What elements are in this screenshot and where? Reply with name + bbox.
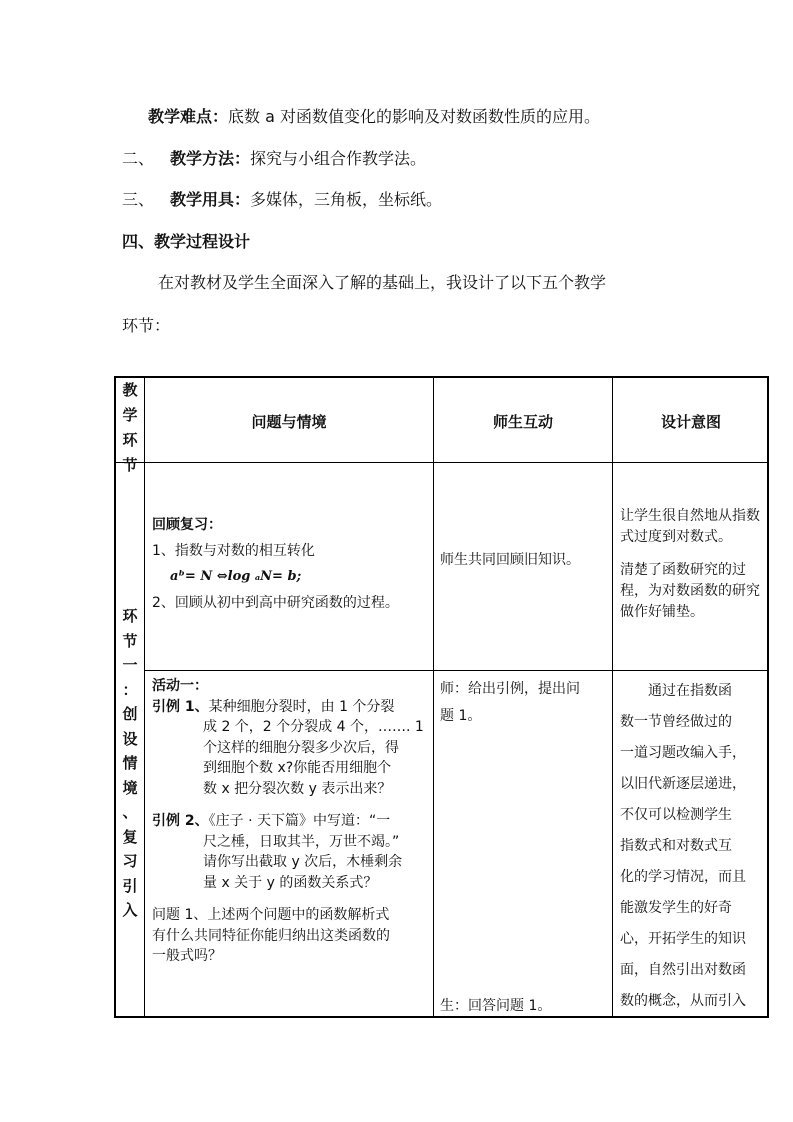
tools-text: 多媒体，三角板，坐标纸。 (250, 190, 443, 209)
column-divider (144, 378, 145, 1016)
stage-char: 设 (122, 729, 138, 748)
teacher-action-line: 师：给出引例，提出问 (440, 681, 580, 697)
example-2-line: 《庄子 · 天下篇》中写道：“一 (208, 813, 391, 829)
intent-line: 以旧代新逐层递进， (620, 776, 746, 792)
process-heading: 四、教学过程设计 (122, 232, 251, 251)
intent-line: 指数式和对数式互 (620, 838, 732, 854)
difficulty-text: 底数 a 对函数值变化的影响及对数函数性质的应用。 (228, 107, 600, 126)
interaction-review: 师生共同回顾旧知识。 (440, 552, 580, 568)
stage-char: 节 (122, 631, 138, 650)
teaching-tools (122, 190, 442, 210)
header-stage (116, 378, 144, 478)
example-2-line: 尺之棰，日取其半，万世不竭。” (203, 833, 400, 850)
intent-line: 能激发学生的好奇 (620, 900, 732, 916)
stage-char: 创 (122, 705, 138, 723)
teaching-method (122, 149, 426, 169)
stage-char: 环 (122, 607, 138, 625)
column-divider (612, 378, 613, 1016)
column-divider (433, 378, 434, 1016)
intent-1-text: 让学生很自然地从指数式过度到对数式。 (620, 508, 760, 545)
stage-char: 一 (122, 656, 138, 674)
intent-line: 化的学习情况，而且 (620, 869, 746, 885)
stage-char: ： (122, 680, 138, 699)
question-1-line: 问题 1、上述两个问题中的函数解析式 (152, 907, 390, 923)
intent-line: 数一节曾经做过的 (620, 714, 732, 730)
stage-char: 复 (122, 827, 138, 846)
example-1-line: 到细胞个数 x?你能否用细胞个 (203, 760, 392, 776)
review-item-1: 1、指数与对数的相互转化 (152, 543, 315, 559)
activity-title: 活动一： (152, 678, 208, 694)
stage-char: 入 (122, 901, 138, 919)
example-1-line: 数 x 把分裂次数 y 表示出来？ (203, 780, 392, 797)
student-action: 生：回答问题 1。 (440, 998, 552, 1014)
intent-cell-2 (620, 676, 770, 1017)
intent-line: 不仅可以检测学生 (620, 807, 732, 823)
intent-line: 数的概念，从而引入 (620, 993, 746, 1009)
activity-cell (152, 676, 432, 967)
tools-label: 教学用具： (170, 190, 251, 209)
teacher-action (440, 676, 610, 730)
intent-line: 一道习题改编入手， (620, 745, 746, 761)
question-1-line: 有什么共同特征你能归纳出这类函数的 (152, 927, 390, 944)
intro-line-2: 环节： (122, 316, 171, 335)
example-2-label: 引例 2、 (152, 813, 209, 829)
intent-line: 通过在指数函 (648, 683, 732, 699)
stage-char: 引 (122, 876, 138, 895)
intro-line-1: 在对教材及学生全面深入了解的基础上，我设计了以下五个教学 (158, 273, 607, 292)
review-item-2: 2、回顾从初中到高中研究函数的过程。 (152, 595, 399, 611)
teacher-action-line: 题 1。 (440, 708, 482, 724)
stage-char: 、 (122, 803, 138, 821)
example-1-line: 某种细胞分裂时，由 1 个分裂 (208, 698, 395, 715)
header-stage-char: 环 (122, 431, 138, 449)
header-stage-char: 节 (122, 456, 138, 474)
header-interaction: 师生互动 (492, 413, 553, 431)
example-1-label: 引例 1、 (152, 698, 209, 715)
method-number: 二、 (122, 149, 155, 168)
header-intent: 设计意图 (660, 413, 721, 431)
conversion-formula: aᵇ= N ⇔log ₐN= b; (170, 569, 302, 584)
header-problem: 问题与情境 (251, 413, 327, 431)
stage-char: 情 (122, 754, 138, 772)
method-text: 探究与小组合作教学法。 (250, 149, 427, 168)
example-1-line: 成 2 个，2 个分裂成 4 个，……. 1 (203, 719, 424, 735)
intent-2-text: 清楚了函数研究的过程，为对数函数的研究做作好铺垫。 (620, 562, 760, 620)
difficulty-label: 教学难点： (148, 107, 229, 126)
teaching-difficulty (148, 107, 600, 127)
header-stage-char: 教 (122, 381, 138, 399)
review-cell (152, 512, 432, 616)
method-label: 教学方法： (170, 149, 251, 168)
intent-line: 心，开拓学生的知识 (620, 931, 746, 947)
teaching-process-table (114, 376, 769, 1018)
question-1-line: 一般式吗？ (152, 948, 222, 964)
review-title: 回顾复习： (152, 517, 222, 533)
header-stage-char: 学 (122, 406, 138, 424)
intent-line: 面，自然引出对数函 (620, 962, 746, 978)
example-1-line: 个这样的细胞分裂多少次后，得 (203, 739, 399, 756)
stage-char: 境 (122, 778, 138, 797)
tools-number: 三、 (122, 190, 155, 209)
row-divider (116, 462, 767, 463)
example-2-line: 量 x 关于 y 的函数关系式？ (203, 874, 378, 891)
row-divider (144, 670, 767, 671)
stage-label (116, 604, 144, 923)
example-2-line: 请你写出截取 y 次后，木棰剩余 (203, 854, 403, 870)
stage-char: 习 (122, 852, 138, 870)
intent-cell-1 (620, 506, 770, 623)
